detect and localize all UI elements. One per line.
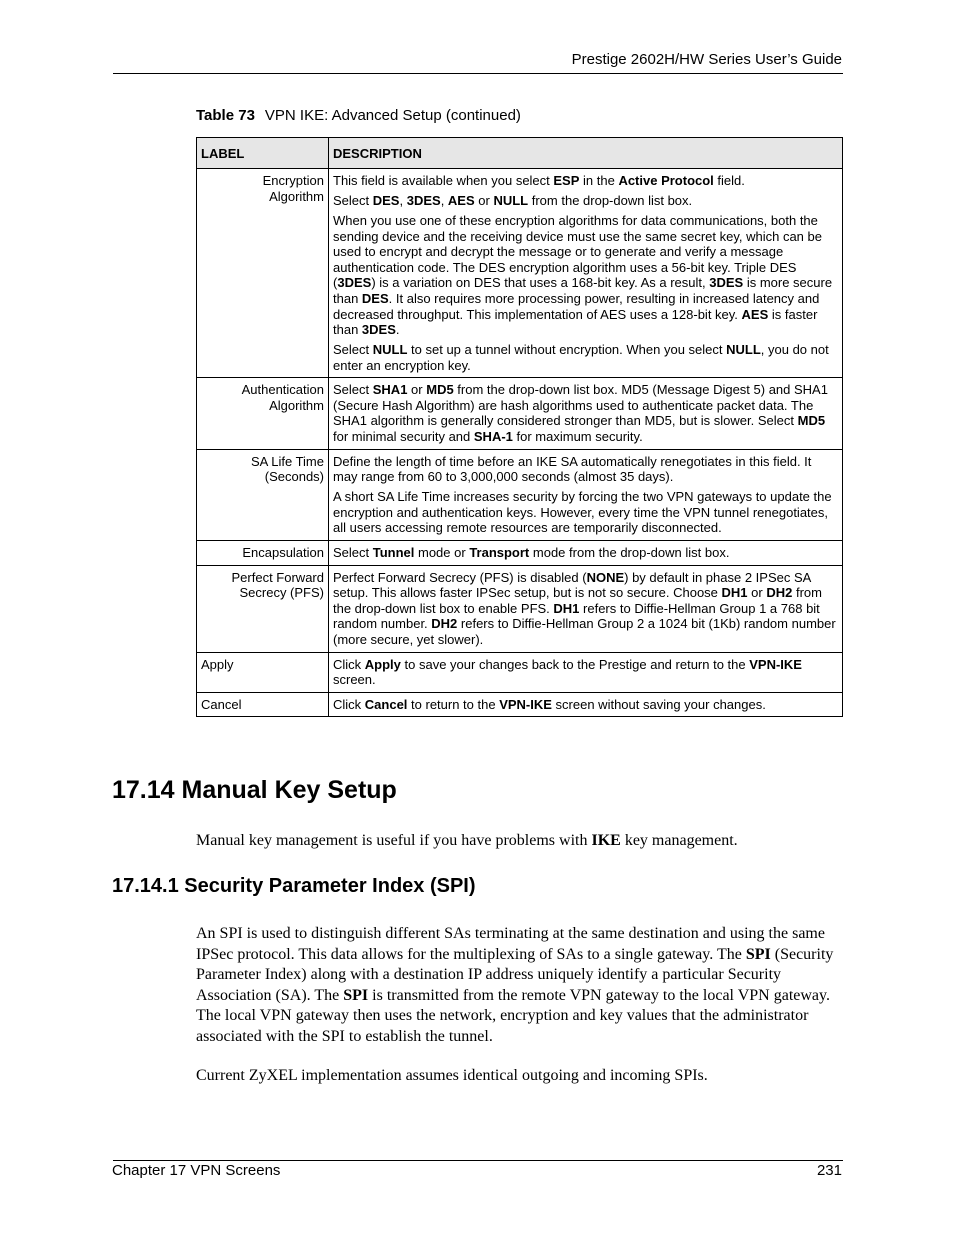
bold-term: Active Protocol	[618, 173, 714, 188]
description-column-header: DESCRIPTION	[329, 138, 843, 169]
text-run: A short SA Life Time increases security by forcing the two VPN gateways to update the encryption and authentication keys. However, every time the VPN tunnel renegotiates, all users accessing remote resources are temporarily disconnected.	[333, 489, 832, 536]
text-run: to save your changes back to the Prestige and return to the	[400, 656, 750, 672]
bold-term: Apply	[364, 656, 401, 672]
text-run: to return to the	[407, 696, 500, 712]
row-label-line: Secrecy (PFS)	[239, 585, 324, 601]
text-run: from the drop-down list box. MD5 (Message Digest 5) and SHA1 (Secure Hash Algorithm) are hash algorithms used to authenticate packet data. The SHA1 algorithm is generally considered stronger than MD5, but is slower. Select	[333, 382, 828, 429]
text-run: When you use one of these encryption algorithms for data communications, both the sending device and the receiving device must use the same secret key, which can be used to encrypt and decrypt the message or to generate and verify a message authentication code. The DES encryption algorithm uses a 56-bit key. Triple DES (	[333, 212, 822, 291]
row-label	[197, 449, 329, 540]
text-run: ,	[440, 192, 448, 208]
text-run: from the drop-down list box to enable PFS.	[333, 585, 822, 616]
text-run: from the drop-down list box.	[528, 192, 693, 208]
text-run: Select	[333, 342, 373, 358]
description-paragraph	[333, 657, 837, 688]
row-label	[197, 169, 329, 378]
footer-rule	[113, 1160, 843, 1161]
text-run: in the	[579, 173, 619, 188]
bold-term: DES	[361, 290, 389, 306]
bold-term: DH2	[431, 616, 458, 632]
table-row	[197, 692, 843, 717]
text-run: ) by default in phase 2 IPSec SA setup. This allows faster IPSec setup, but is not so secure. Choose	[333, 569, 811, 601]
description-paragraph	[333, 213, 837, 338]
row-label	[197, 692, 329, 717]
bold-term: AES	[741, 306, 769, 322]
text-run: field.	[713, 173, 745, 188]
row-description	[329, 652, 843, 692]
bold-term: MD5	[797, 413, 826, 429]
table-row	[197, 565, 843, 652]
description-paragraph	[333, 489, 837, 536]
intro-paragraph	[196, 831, 844, 852]
text-run: is more secure than	[333, 275, 833, 306]
text-run: , you do not enter an encryption key.	[333, 342, 829, 373]
zyxel-paragraph: Current ZyXEL implementation assumes identical outgoing and incoming SPIs.	[196, 1067, 708, 1084]
row-label-line: Algorithm	[269, 188, 324, 204]
text-run: for minimal security and	[333, 429, 474, 445]
bold-term: DH1	[553, 600, 580, 616]
bold-term: MD5	[426, 382, 454, 398]
row-label-line: Encryption	[262, 173, 324, 188]
bold-term: DH1	[721, 585, 748, 601]
bold-term: SHA-1	[473, 429, 513, 445]
table-caption	[196, 107, 521, 124]
text-run: Select	[333, 382, 373, 398]
text-run: to set up a tunnel without encryption. When you select	[407, 342, 727, 358]
bold-term: SPI	[343, 986, 369, 1004]
bold-term: Tunnel	[372, 545, 415, 561]
row-label-line: Encapsulation	[242, 545, 324, 561]
description-paragraph	[333, 570, 837, 648]
table-row	[197, 541, 843, 566]
bold-term: NULL	[372, 342, 408, 358]
row-label-line: Algorithm	[269, 397, 324, 413]
bold-term: AES	[447, 192, 475, 208]
row-label-line: SA Life Time	[251, 453, 324, 469]
text-run: for maximum security.	[512, 429, 643, 445]
row-label-line: (Seconds)	[264, 469, 324, 485]
subsection-heading: 17.14.1 Security Parameter Index (SPI)	[112, 875, 476, 897]
bold-term: ESP	[553, 173, 580, 188]
advanced-setup-table	[196, 137, 843, 717]
row-label	[197, 565, 329, 652]
text-run: is faster than	[333, 306, 818, 338]
text-run: key management.	[620, 832, 738, 849]
text-run: Define the length of time before an IKE SA automatically renegotiates in this field. It may range from 60 to 3,000,000 seconds (almost 35 days).	[333, 453, 812, 485]
bold-term: SHA1	[372, 382, 408, 398]
text-run: This field is available when you select	[333, 173, 554, 188]
text-run: screen.	[333, 672, 376, 688]
row-description	[329, 541, 843, 566]
text-run: . It also requires more processing power, resulting in increased latency and decreased throughput. This implementation of AES uses a 128-bit key.	[333, 290, 820, 322]
description-paragraph	[333, 545, 837, 561]
description-paragraph	[333, 342, 837, 373]
table-caption-title: VPN IKE: Advanced Setup (continued)	[264, 107, 521, 124]
spi-paragraph	[196, 924, 844, 1047]
text-run: Click	[333, 696, 365, 712]
table-row	[197, 652, 843, 692]
text-run: Select	[333, 545, 373, 561]
table-row	[197, 169, 843, 378]
text-run: ) is a variation on DES that uses a 168-bit key. As a result,	[371, 275, 710, 291]
text-run: Perfect Forward Secrecy (PFS) is disabled (	[333, 569, 587, 585]
bold-term: DH2	[766, 585, 793, 601]
row-label	[197, 378, 329, 449]
text-run: (Security Parameter Index) along with a destination IP address uniquely identify a particular Security Association (SA). The	[196, 945, 834, 1004]
description-paragraph	[333, 454, 837, 485]
page-number: 231	[816, 1162, 842, 1179]
table-caption-number: Table 73	[196, 107, 255, 124]
table-body	[197, 169, 843, 717]
bold-term: 3DES	[406, 192, 441, 208]
text-run: or	[747, 585, 767, 601]
text-run: screen without saving your changes.	[551, 696, 766, 712]
row-label-line: Apply	[201, 656, 234, 672]
text-run: .	[395, 322, 400, 338]
section-heading: 17.14 Manual Key Setup	[112, 776, 397, 804]
row-description	[329, 692, 843, 717]
bold-term: VPN-IKE	[749, 656, 802, 672]
table-row	[197, 378, 843, 449]
text-run: or	[407, 382, 427, 398]
bold-term: 3DES	[361, 322, 396, 338]
description-paragraph	[333, 382, 837, 444]
running-header: Prestige 2602H/HW Series User’s Guide	[571, 51, 842, 68]
row-description	[329, 565, 843, 652]
text-run: mode from the drop-down list box.	[529, 545, 730, 561]
text-run: An SPI is used to distinguish different SAs terminating at the same destination and using the same IPSec protocol. This data allows for the multiplexing of SAs to a single gateway. The	[196, 925, 825, 963]
text-run: is transmitted from the remote VPN gateway to the local VPN gateway. The local VPN gateway then uses the network, encryption and key values that the administrator associated with the SPI to establish the tunnel.	[196, 986, 830, 1045]
text-run: refers to Diffie-Hellman Group 2 a 1024 bit (1Kb) random number (more secure, yet slower).	[333, 616, 836, 647]
text-run: ,	[399, 192, 407, 208]
header-rule	[113, 73, 843, 74]
row-description	[329, 449, 843, 540]
text-run: mode or	[414, 545, 470, 561]
text-run: Select	[333, 192, 373, 208]
row-label-line: Cancel	[201, 696, 242, 712]
bold-term: 3DES	[709, 275, 744, 291]
bold-term: SPI	[745, 945, 771, 963]
text-run: Manual key management is useful if you have problems with	[196, 832, 592, 849]
bold-term: Cancel	[364, 696, 408, 712]
bold-term: NULL	[726, 342, 761, 358]
bold-term: NONE	[586, 569, 625, 585]
bold-term: IKE	[591, 832, 621, 849]
text-run: refers to Diffie-Hellman Group 1 a 768 bit random number.	[333, 600, 820, 632]
description-paragraph	[333, 193, 837, 209]
row-description	[329, 169, 843, 378]
label-column-header: LABEL	[197, 138, 329, 169]
description-paragraph	[333, 173, 837, 189]
footer-chapter: Chapter 17 VPN Screens	[112, 1162, 281, 1179]
bold-term: DES	[372, 192, 400, 208]
text-run: or	[474, 192, 494, 208]
row-label	[197, 541, 329, 566]
row-label-line: Perfect Forward	[231, 569, 324, 585]
bold-term: Transport	[469, 545, 530, 561]
bold-term: NULL	[493, 192, 529, 208]
bold-term: VPN-IKE	[499, 696, 552, 712]
table-row	[197, 449, 843, 540]
text-run: Click	[333, 656, 365, 672]
row-label	[197, 652, 329, 692]
bold-term: 3DES	[337, 275, 372, 291]
table-header-row	[197, 138, 843, 169]
row-description	[329, 378, 843, 449]
row-label-line: Authentication	[241, 382, 324, 398]
description-paragraph	[333, 697, 837, 713]
